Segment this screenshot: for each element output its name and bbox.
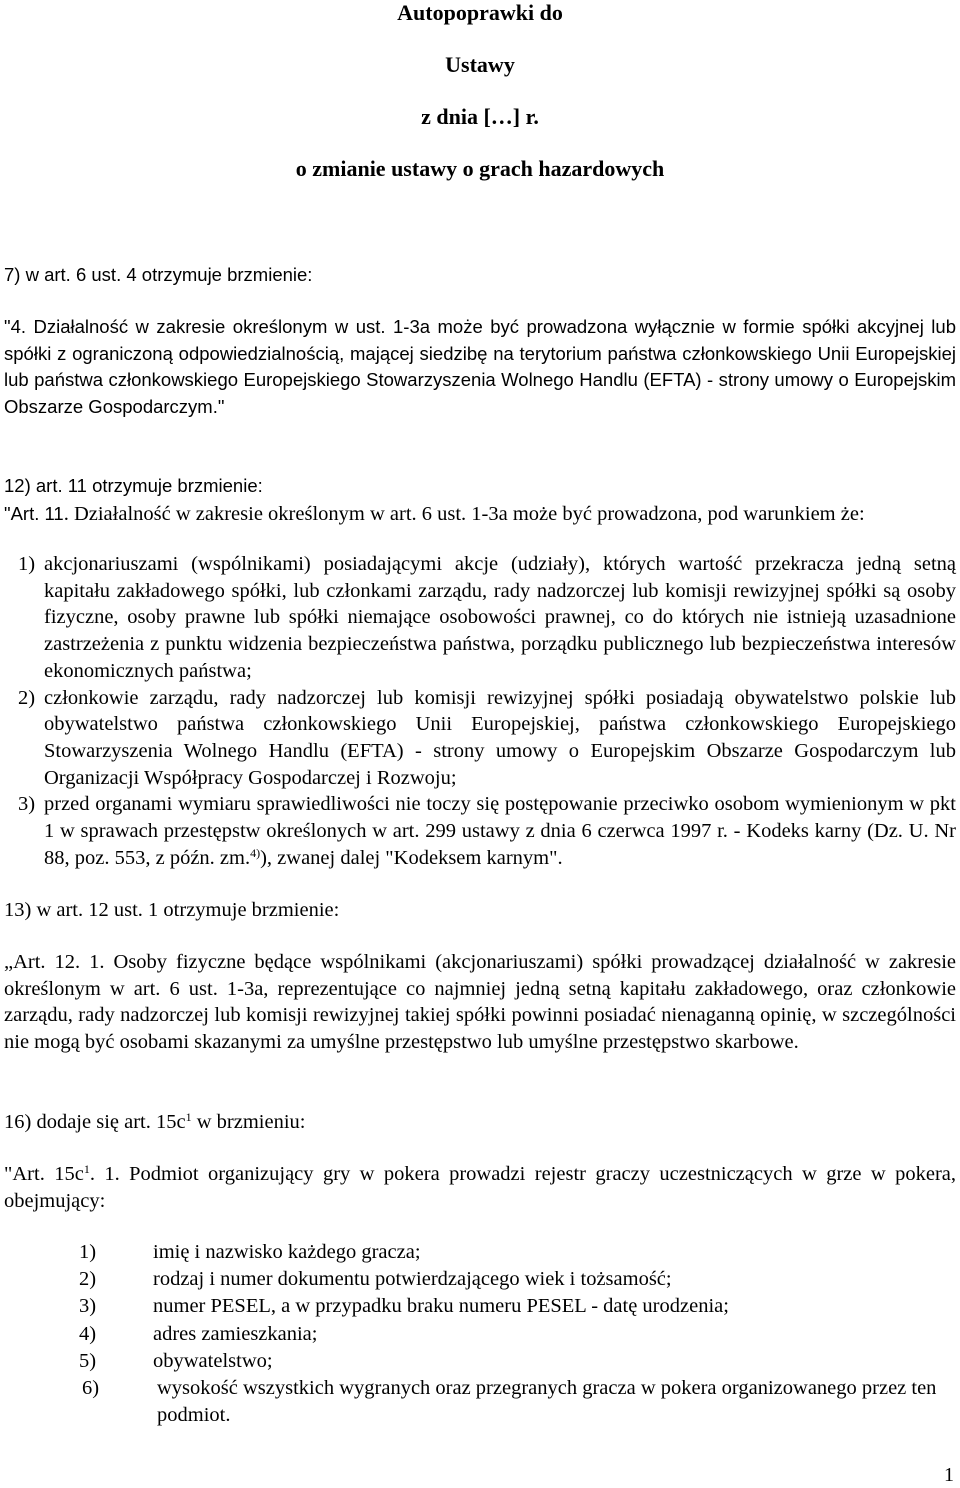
register-item-text: numer PESEL, a w przypadku braku numeru PESEL - datę urodzenia; — [153, 1295, 729, 1318]
section-16-list — [0, 1239, 960, 1429]
superscript-marker: 1 — [83, 1162, 90, 1176]
section-13-text: „Art. 12. 1. Osoby fizyczne będące wspólnikami (akcjonariuszami) spółki prowadzącej działalność w zakresie określonym w art. 6 ust. 1-3a, reprezentujące co najmniej jedną setną kapitału zakładowego, oraz członkowie zarządu, rady nadzorczej lub komisji rewizyjnej takiej spółki powinni posiadać nienaganną opinię, w szczególności nie mogą być osobami skazanymi za umyślne przestępstwo lub umyślne przestępstwo skarbowe. — [4, 951, 956, 1054]
section-12-intro-text: . Działalność w zakresie określonym w art. 6 ust. 1-3a może być prowadzona, pod warunkiem że: — [63, 503, 865, 525]
page-number: 1 — [944, 1464, 954, 1486]
section-12-item-text: członkowie zarządu, rady nadzorczej lub komisji rewizyjnej spółki posiadają obywatelstwo polskie lub obywatelstwo państwa członkowskiego Unii Europejskiej, państwa członkowskiego Europejskiego Stowarzyszenia Wolnego Handlu (EFTA) - strony umowy o Europejskim Obszarze Gospodarczym lub Organizacji Współpracy Gospodarczej i Rozwoju; — [44, 686, 956, 789]
section-16-text-a: "Art. 15c — [4, 1163, 84, 1185]
section-7-text-start: "4. Działalność w zakresie określonym w ust. — [4, 316, 386, 337]
section-12-item-number: 3) — [18, 793, 36, 816]
section-16-heading-a: 16) dodaje się art. 15c — [4, 1111, 186, 1133]
section-12-item — [4, 791, 956, 871]
section-12-item-text-b: ), zwanej dalej "Kodeksem karnym". — [260, 846, 563, 869]
section-12-item-number: 1) — [18, 553, 36, 575]
register-item — [0, 1239, 960, 1266]
register-item-text: imię i nazwisko każdego gracza; — [153, 1241, 421, 1263]
section-12-item — [4, 685, 956, 792]
register-item — [0, 1293, 960, 1320]
section-12-heading: 12) art. 11 otrzymuje brzmienie: — [4, 475, 263, 496]
register-item-number: 3) — [79, 1295, 97, 1318]
register-item — [0, 1321, 960, 1348]
doc-title-line-4: o zmianie ustawy o grach hazardowych — [295, 156, 665, 181]
superscript-marker: 1 — [185, 1110, 192, 1124]
section-16-text-b: . 1. Podmiot organizujący gry w pokera prowadzi rejestr graczy uczestniczących w grze w pokera, obejmujący: — [4, 1163, 956, 1212]
register-item-text: adres zamieszkania; — [153, 1322, 318, 1345]
register-item-text: obywatelstwo; — [153, 1349, 273, 1372]
doc-title-line-1: Autopoprawki do — [397, 0, 563, 25]
section-16-heading — [4, 1109, 956, 1136]
register-item-text: rodzaj i numer dokumentu potwierdzającego wiek i tożsamość; — [153, 1268, 672, 1291]
doc-title-line-2: Ustawy — [445, 52, 515, 77]
section-12-item-text: akcjonariuszami (wspólnikami) posiadającymi akcje (udziały), których wartość przekracza jedną setną kapitału zakładowego spółki, lub członkami zarządu, rady nadzorczej lub komisji rewizyjnej spółki są osoby fizyczne, osoby prawne lub spółki niemające osobowości prawnej, co do których nie istnieją uzasadnione zastrzeżenia z punktu widzenia bezpieczeństwa państwa, porządku publicznego lub bezpieczeństwa interesów ekonomicznych państwa; — [44, 553, 956, 682]
register-item-number: 4) — [79, 1322, 97, 1345]
register-item-text: wysokość wszystkich wygranych oraz przegranych gracza w pokera organizowanego przez ten podmiot. — [157, 1376, 937, 1426]
register-item — [0, 1375, 960, 1429]
section-7-heading: 7) w art. 6 ust. 4 otrzymuje brzmienie: — [4, 264, 313, 285]
section-7-text-rest: 1-3a może być prowadzona wyłącznie w formie spółki akcyjnej lub spółki z ograniczoną odpowiedzialnością, mającej siedzibę na terytorium państwa członkowskiego Unii Europejskiej lub państwa członkowskiego Europejskiego Stowarzyszenia Wolnego Handlu (EFTA) - strony umowy o Europejskim Obszarze Gospodarczym." — [4, 316, 956, 418]
section-12-intro — [4, 501, 956, 528]
register-item — [0, 1348, 960, 1375]
section-16-heading-b: w brzmieniu: — [191, 1111, 306, 1133]
section-12-item-number: 2) — [18, 686, 36, 709]
register-item — [0, 1266, 960, 1293]
section-7-text — [4, 314, 956, 421]
section-12-intro-art: "Art. 11 — [4, 503, 64, 524]
section-16-text — [4, 1161, 956, 1214]
register-item-number: 6) — [82, 1376, 100, 1399]
register-item-number: 5) — [79, 1349, 97, 1372]
section-12-item — [4, 551, 956, 685]
footnote-marker: 4) — [250, 845, 261, 860]
section-12-item-text-a: przed organami wymiaru sprawiedliwości nie toczy się postępowanie przeciwko osobom wymienionym w pkt 1 w sprawach przestępstw określonych w art. 299 ustawy z dnia 6 czerwca 1997 r. - Kodeks karny (Dz. U. Nr 88, poz. 553, z późn. zm. — [44, 793, 956, 869]
doc-title-line-3: z dnia […] r. — [421, 104, 539, 129]
register-item-number: 1) — [79, 1241, 97, 1263]
register-item-number: 2) — [79, 1268, 97, 1291]
section-13-heading: 13) w art. 12 ust. 1 otrzymuje brzmienie: — [4, 899, 340, 921]
section-12-list — [4, 551, 956, 871]
